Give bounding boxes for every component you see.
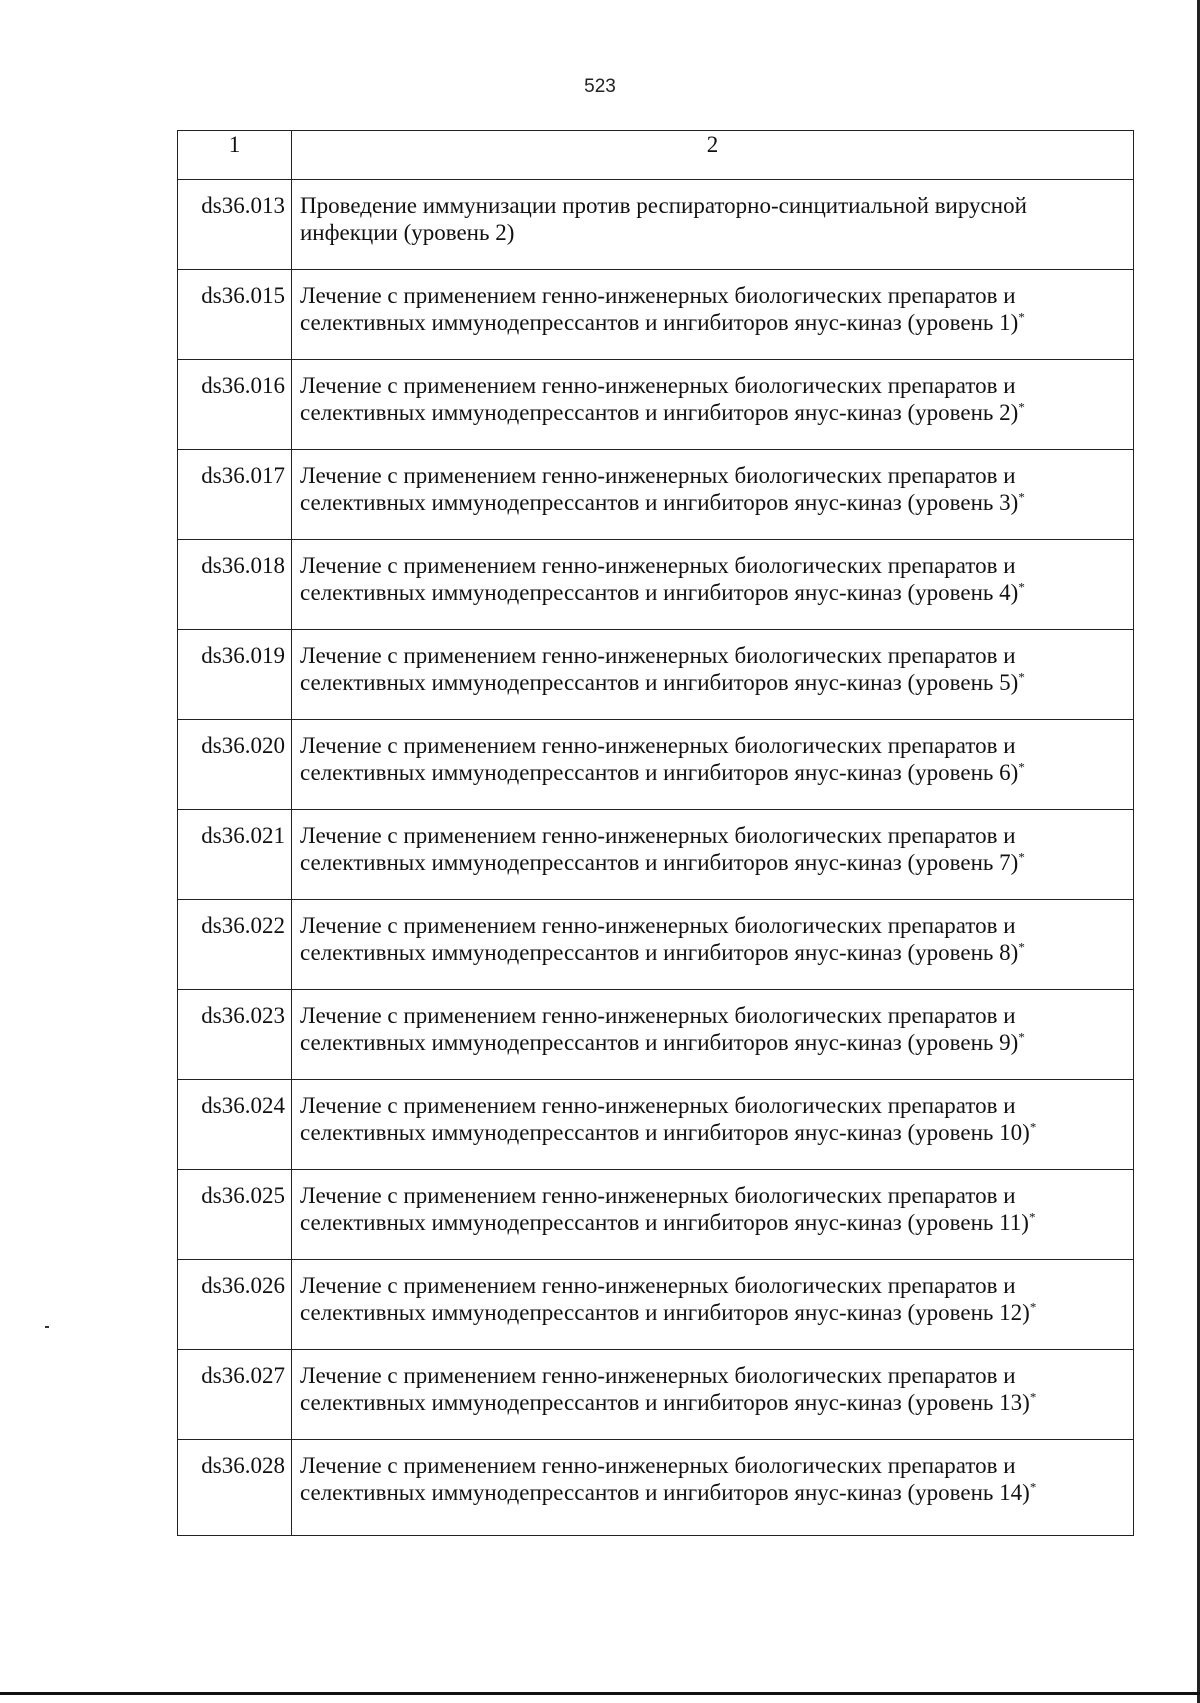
row-description-text: Лечение с применением генно-инженерных биологических препаратов и селективных иммунодепрессантов и ингибиторов янус-киназ (уровень 10) [300, 1093, 1030, 1145]
page-number: 523 [584, 76, 616, 97]
row-code: ds36.027 [178, 1350, 292, 1440]
row-description-text: Лечение с применением генно-инженерных биологических препаратов и селективных иммунодепрессантов и ингибиторов янус-киназ (уровень 8) [300, 913, 1019, 965]
row-description-text: Лечение с применением генно-инженерных биологических препаратов и селективных иммунодепрессантов и ингибиторов янус-киназ (уровень 4) [300, 553, 1019, 605]
table-row [178, 630, 1134, 720]
table-row [178, 900, 1134, 990]
footnote-mark: * [1018, 939, 1025, 955]
row-description-text: Лечение с применением генно-инженерных биологических препаратов и селективных иммунодепрессантов и ингибиторов янус-киназ (уровень 9) [300, 1003, 1019, 1055]
scan-mark [45, 1326, 49, 1328]
column-header-1: 1 [178, 131, 292, 180]
row-description-text: Проведение иммунизации против респираторно-синцитиальной вирусной инфекции (уровень 2) [300, 193, 1027, 245]
footnote-mark: * [1029, 1299, 1037, 1315]
row-description-text: Лечение с применением генно-инженерных биологических препаратов и селективных иммунодепрессантов и ингибиторов янус-киназ (уровень 11) [300, 1183, 1029, 1235]
row-description [292, 1080, 1134, 1170]
scan-edge-bottom [0, 1692, 1200, 1695]
footnote-mark: * [1018, 489, 1025, 505]
row-description [292, 450, 1134, 540]
footnote-mark: * [1018, 579, 1025, 595]
table-row [178, 180, 1134, 270]
table-row [178, 720, 1134, 810]
row-description [292, 1170, 1134, 1260]
row-code: ds36.020 [178, 720, 292, 810]
row-code: ds36.013 [178, 180, 292, 270]
row-description-text: Лечение с применением генно-инженерных биологических препаратов и селективных иммунодепрессантов и ингибиторов янус-киназ (уровень 5) [300, 643, 1019, 695]
table-row [178, 810, 1134, 900]
footnote-mark: * [1018, 849, 1025, 865]
table-row [178, 1440, 1134, 1536]
tariff-code-table [177, 130, 1134, 1536]
table-row [178, 360, 1134, 450]
row-code: ds36.016 [178, 360, 292, 450]
table-row [178, 1170, 1134, 1260]
row-code: ds36.023 [178, 990, 292, 1080]
row-code: ds36.024 [178, 1080, 292, 1170]
row-description [292, 270, 1134, 360]
row-description-text: Лечение с применением генно-инженерных биологических препаратов и селективных иммунодепрессантов и ингибиторов янус-киназ (уровень 7) [300, 823, 1019, 875]
row-code: ds36.021 [178, 810, 292, 900]
table-row [178, 450, 1134, 540]
row-description-text: Лечение с применением генно-инженерных биологических препаратов и селективных иммунодепрессантов и ингибиторов янус-киназ (уровень 2) [300, 373, 1019, 425]
footnote-mark: * [1029, 1389, 1037, 1405]
row-description-text: Лечение с применением генно-инженерных биологических препаратов и селективных иммунодепрессантов и ингибиторов янус-киназ (уровень 12) [300, 1273, 1030, 1325]
row-description [292, 1260, 1134, 1350]
row-code: ds36.026 [178, 1260, 292, 1350]
table-row [178, 990, 1134, 1080]
footnote-mark: * [1028, 1209, 1036, 1225]
table-row [178, 540, 1134, 630]
row-description [292, 180, 1134, 270]
row-description-text: Лечение с применением генно-инженерных биологических препаратов и селективных иммунодепрессантов и ингибиторов янус-киназ (уровень 3) [300, 463, 1019, 515]
row-description [292, 1350, 1134, 1440]
row-code: ds36.015 [178, 270, 292, 360]
row-description [292, 630, 1134, 720]
row-code: ds36.019 [178, 630, 292, 720]
footnote-mark: * [1018, 759, 1025, 775]
footnote-mark: * [1029, 1479, 1037, 1495]
row-description [292, 540, 1134, 630]
table-header-row [178, 131, 1134, 180]
row-code: ds36.028 [178, 1440, 292, 1536]
row-description-text: Лечение с применением генно-инженерных биологических препаратов и селективных иммунодепрессантов и ингибиторов янус-киназ (уровень 1) [300, 283, 1019, 335]
row-description-text: Лечение с применением генно-инженерных биологических препаратов и селективных иммунодепрессантов и ингибиторов янус-киназ (уровень 6) [300, 733, 1019, 785]
footnote-mark: * [1018, 1029, 1025, 1045]
footnote-mark: * [1018, 309, 1025, 325]
row-code: ds36.025 [178, 1170, 292, 1260]
row-description [292, 900, 1134, 990]
row-code: ds36.017 [178, 450, 292, 540]
footnote-mark: * [1029, 1119, 1037, 1135]
footnote-mark: * [1018, 399, 1025, 415]
row-description [292, 720, 1134, 810]
row-description [292, 1440, 1134, 1536]
table-row [178, 1080, 1134, 1170]
row-description [292, 810, 1134, 900]
table-row [178, 1260, 1134, 1350]
table-body [178, 180, 1134, 1536]
row-description [292, 360, 1134, 450]
column-header-2: 2 [292, 131, 1134, 180]
table-row [178, 1350, 1134, 1440]
footnote-mark: * [1018, 669, 1025, 685]
row-description-text: Лечение с применением генно-инженерных биологических препаратов и селективных иммунодепрессантов и ингибиторов янус-киназ (уровень 14) [300, 1453, 1030, 1505]
row-code: ds36.018 [178, 540, 292, 630]
row-description [292, 990, 1134, 1080]
row-code: ds36.022 [178, 900, 292, 990]
table-row [178, 270, 1134, 360]
row-description-text: Лечение с применением генно-инженерных биологических препаратов и селективных иммунодепрессантов и ингибиторов янус-киназ (уровень 13) [300, 1363, 1030, 1415]
